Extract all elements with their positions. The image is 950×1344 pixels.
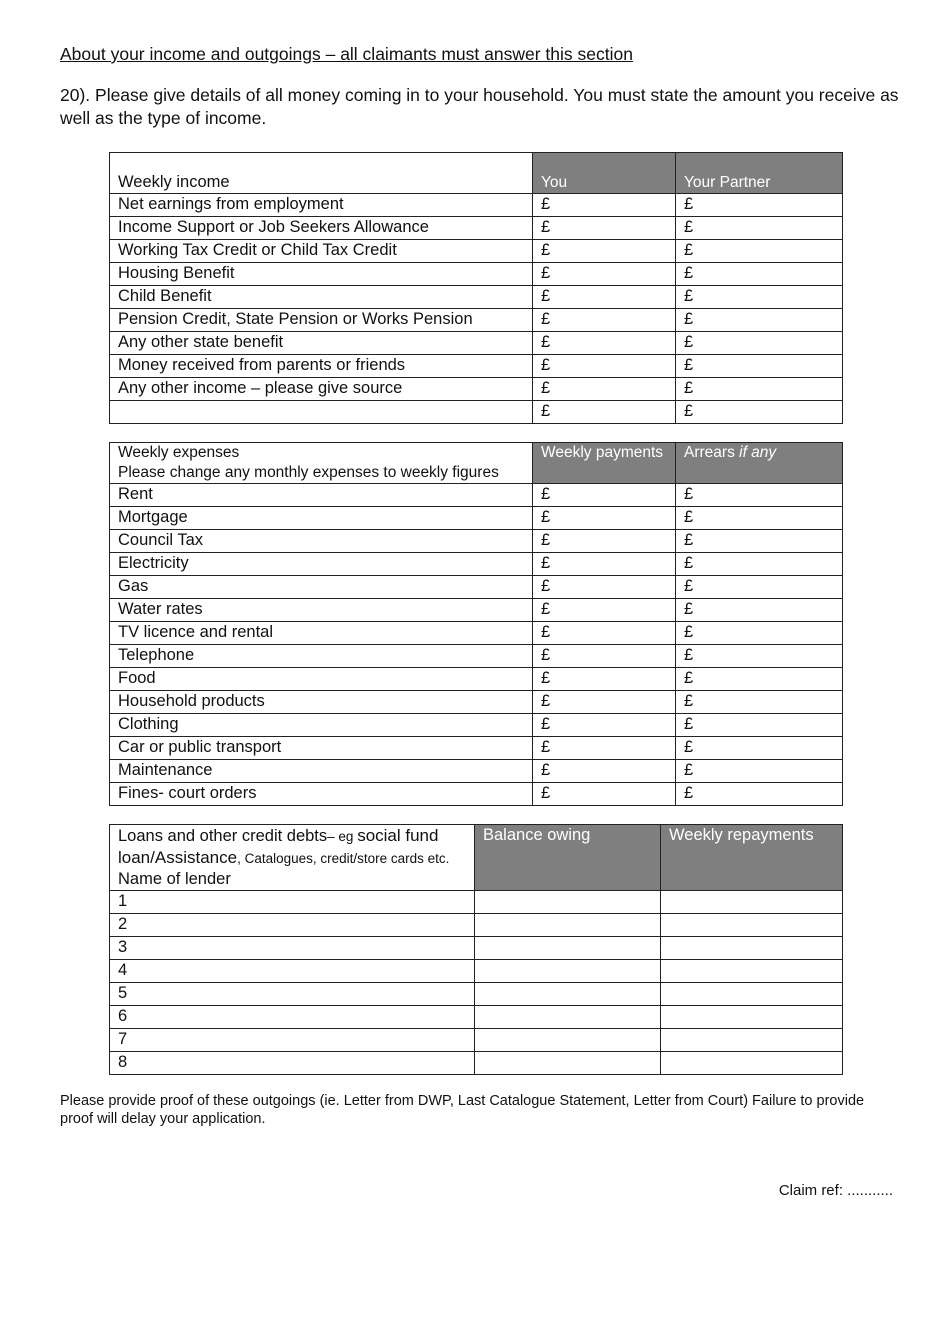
income-row xyxy=(110,355,843,378)
expense-weekly-amount-field[interactable]: £ xyxy=(533,599,676,622)
expense-arrears-field[interactable]: £ xyxy=(676,691,843,714)
loans-label-4: , Catalogues, credit/store cards etc. xyxy=(237,851,450,866)
balance-owing-field[interactable] xyxy=(475,960,661,983)
expense-row xyxy=(110,737,843,760)
expense-arrears-field[interactable]: £ xyxy=(676,622,843,645)
income-header-partner: Your Partner xyxy=(676,153,843,194)
weekly-repayment-field[interactable] xyxy=(661,937,843,960)
expense-row xyxy=(110,783,843,806)
weekly-repayment-field[interactable] xyxy=(661,1052,843,1075)
weekly-repayment-field[interactable] xyxy=(661,1006,843,1029)
income-row xyxy=(110,332,843,355)
income-type-label: Any other state benefit xyxy=(110,332,533,355)
loans-header-row xyxy=(110,825,843,891)
loan-row xyxy=(110,914,843,937)
expense-type-label: Water rates xyxy=(110,599,533,622)
income-partner-amount-field[interactable]: £ xyxy=(676,309,843,332)
expense-weekly-amount-field[interactable]: £ xyxy=(533,622,676,645)
loan-row xyxy=(110,937,843,960)
expense-type-label: Mortgage xyxy=(110,507,533,530)
expense-type-label: Council Tax xyxy=(110,530,533,553)
lender-name-field[interactable]: 4 xyxy=(110,960,475,983)
loans-label-1: Loans and other credit debts xyxy=(118,827,328,845)
expense-weekly-amount-field[interactable]: £ xyxy=(533,783,676,806)
expense-row xyxy=(110,714,843,737)
expense-weekly-amount-field[interactable]: £ xyxy=(533,645,676,668)
expense-weekly-amount-field[interactable]: £ xyxy=(533,714,676,737)
income-partner-amount-field[interactable]: £ xyxy=(676,378,843,401)
expense-type-label: Maintenance xyxy=(110,760,533,783)
income-header-row xyxy=(110,153,843,194)
income-type-label: Housing Benefit xyxy=(110,263,533,286)
expense-arrears-field[interactable]: £ xyxy=(676,714,843,737)
income-type-label: Income Support or Job Seekers Allowance xyxy=(110,217,533,240)
expense-type-label: Electricity xyxy=(110,553,533,576)
income-partner-amount-field[interactable]: £ xyxy=(676,194,843,217)
loans-header-label xyxy=(110,825,475,891)
loans-table xyxy=(109,824,843,1075)
expense-row xyxy=(110,668,843,691)
lender-name-field[interactable]: 1 xyxy=(110,891,475,914)
expenses-header-title: Weekly expenses xyxy=(118,444,240,461)
expense-type-label: Household products xyxy=(110,691,533,714)
income-row xyxy=(110,309,843,332)
expense-row xyxy=(110,622,843,645)
expense-type-label: Rent xyxy=(110,484,533,507)
expense-weekly-amount-field[interactable]: £ xyxy=(533,507,676,530)
expense-weekly-amount-field[interactable]: £ xyxy=(533,737,676,760)
loans-label-5: Name of lender xyxy=(118,870,231,888)
expense-weekly-amount-field[interactable]: £ xyxy=(533,668,676,691)
income-you-amount-field[interactable]: £ xyxy=(533,332,676,355)
income-partner-amount-field[interactable]: £ xyxy=(676,286,843,309)
loans-label-2: – eg xyxy=(327,829,358,844)
expense-weekly-amount-field[interactable]: £ xyxy=(533,576,676,599)
income-row xyxy=(110,286,843,309)
income-you-amount-field[interactable]: £ xyxy=(533,309,676,332)
income-partner-amount-field[interactable]: £ xyxy=(676,240,843,263)
income-partner-amount-field[interactable]: £ xyxy=(676,355,843,378)
expense-row xyxy=(110,599,843,622)
proof-note: Please provide proof of these outgoings (ie. Letter from DWP, Last Catalogue Statement, Letter from Court) Failure to provide proof will delay your application. xyxy=(60,1093,865,1127)
income-type-label: Money received from parents or friends xyxy=(110,355,533,378)
income-you-amount-field[interactable]: £ xyxy=(533,240,676,263)
weekly-expenses-table xyxy=(109,442,843,806)
expense-weekly-amount-field[interactable]: £ xyxy=(533,484,676,507)
claim-ref: Claim ref: ........... xyxy=(778,1182,893,1199)
income-partner-amount-field[interactable]: £ xyxy=(676,217,843,240)
income-header-you: You xyxy=(533,153,676,194)
weekly-repayment-field[interactable] xyxy=(661,891,843,914)
expense-arrears-field[interactable]: £ xyxy=(676,783,843,806)
expense-row xyxy=(110,645,843,668)
balance-owing-field[interactable] xyxy=(475,1006,661,1029)
balance-owing-field[interactable] xyxy=(475,1052,661,1075)
expense-row xyxy=(110,507,843,530)
income-header-label: Weekly income xyxy=(110,153,533,194)
expense-arrears-field[interactable]: £ xyxy=(676,553,843,576)
income-type-label: Pension Credit, State Pension or Works Pension xyxy=(110,309,533,332)
expense-type-label: Fines- court orders xyxy=(110,783,533,806)
expense-row xyxy=(110,484,843,507)
income-row xyxy=(110,217,843,240)
loan-row xyxy=(110,1029,843,1052)
expense-arrears-field[interactable]: £ xyxy=(676,576,843,599)
expense-type-label: Clothing xyxy=(110,714,533,737)
expense-arrears-field[interactable]: £ xyxy=(676,507,843,530)
loans-header-balance: Balance owing xyxy=(475,825,661,891)
income-you-amount-field[interactable]: £ xyxy=(533,217,676,240)
question-20: 20). Please give details of all money coming in to your household. You must state the amount you receive as well as the type of income. xyxy=(60,85,899,128)
lender-name-field[interactable]: 7 xyxy=(110,1029,475,1052)
expense-type-label: Car or public transport xyxy=(110,737,533,760)
income-type-label: Child Benefit xyxy=(110,286,533,309)
expense-row xyxy=(110,530,843,553)
lender-name-field[interactable]: 8 xyxy=(110,1052,475,1075)
loan-row xyxy=(110,960,843,983)
income-partner-amount-field[interactable]: £ xyxy=(676,332,843,355)
income-row xyxy=(110,401,843,424)
income-you-amount-field[interactable]: £ xyxy=(533,378,676,401)
balance-owing-field[interactable] xyxy=(475,983,661,1006)
arrears-label: Arrears xyxy=(684,444,740,461)
income-type-label: Working Tax Credit or Child Tax Credit xyxy=(110,240,533,263)
section-heading: About your income and outgoings – all claimants must answer this section xyxy=(60,44,633,64)
arrears-if-any: if any xyxy=(739,444,777,461)
expense-type-label: Food xyxy=(110,668,533,691)
expense-type-label: TV licence and rental xyxy=(110,622,533,645)
income-you-amount-field[interactable]: £ xyxy=(533,286,676,309)
weekly-income-table xyxy=(109,152,843,424)
income-you-amount-field[interactable]: £ xyxy=(533,355,676,378)
loans-label-3: social fund loan/Assistance xyxy=(118,826,439,867)
income-type-label xyxy=(110,401,533,424)
income-type-label: Any other income – please give source xyxy=(110,378,533,401)
lender-name-field[interactable]: 5 xyxy=(110,983,475,1006)
expenses-header-subtitle: Please change any monthly expenses to weekly figures xyxy=(118,464,499,481)
income-you-amount-field[interactable]: £ xyxy=(533,194,676,217)
income-you-amount-field[interactable]: £ xyxy=(533,263,676,286)
expenses-header-weekly-payments: Weekly payments xyxy=(533,443,676,484)
expense-arrears-field[interactable]: £ xyxy=(676,530,843,553)
lender-name-field[interactable]: 3 xyxy=(110,937,475,960)
expense-row xyxy=(110,760,843,783)
loan-row xyxy=(110,1052,843,1075)
income-type-label: Net earnings from employment xyxy=(110,194,533,217)
expense-arrears-field[interactable]: £ xyxy=(676,760,843,783)
weekly-repayment-field[interactable] xyxy=(661,960,843,983)
expense-weekly-amount-field[interactable]: £ xyxy=(533,530,676,553)
income-row xyxy=(110,263,843,286)
expense-type-label: Telephone xyxy=(110,645,533,668)
income-partner-amount-field[interactable]: £ xyxy=(676,401,843,424)
balance-owing-field[interactable] xyxy=(475,937,661,960)
expense-row xyxy=(110,691,843,714)
balance-owing-field[interactable] xyxy=(475,914,661,937)
loan-row xyxy=(110,891,843,914)
expense-arrears-field[interactable]: £ xyxy=(676,668,843,691)
expense-arrears-field[interactable]: £ xyxy=(676,599,843,622)
expense-arrears-field[interactable]: £ xyxy=(676,737,843,760)
expense-row xyxy=(110,553,843,576)
income-you-amount-field[interactable]: £ xyxy=(533,401,676,424)
income-row xyxy=(110,378,843,401)
expenses-header-arrears xyxy=(676,443,843,484)
loans-header-repayments: Weekly repayments xyxy=(661,825,843,891)
expense-type-label: Gas xyxy=(110,576,533,599)
expense-weekly-amount-field[interactable]: £ xyxy=(533,553,676,576)
expenses-header-label xyxy=(110,443,533,484)
income-partner-amount-field[interactable]: £ xyxy=(676,263,843,286)
expense-arrears-field[interactable]: £ xyxy=(676,484,843,507)
lender-name-field[interactable]: 2 xyxy=(110,914,475,937)
expense-weekly-amount-field[interactable]: £ xyxy=(533,691,676,714)
balance-owing-field[interactable] xyxy=(475,1029,661,1052)
income-row xyxy=(110,240,843,263)
expense-row xyxy=(110,576,843,599)
income-row xyxy=(110,194,843,217)
expense-arrears-field[interactable]: £ xyxy=(676,645,843,668)
weekly-repayment-field[interactable] xyxy=(661,983,843,1006)
expense-weekly-amount-field[interactable]: £ xyxy=(533,760,676,783)
lender-name-field[interactable]: 6 xyxy=(110,1006,475,1029)
weekly-repayment-field[interactable] xyxy=(661,914,843,937)
expenses-header-row xyxy=(110,443,843,484)
loan-row xyxy=(110,1006,843,1029)
balance-owing-field[interactable] xyxy=(475,891,661,914)
weekly-repayment-field[interactable] xyxy=(661,1029,843,1052)
loan-row xyxy=(110,983,843,1006)
